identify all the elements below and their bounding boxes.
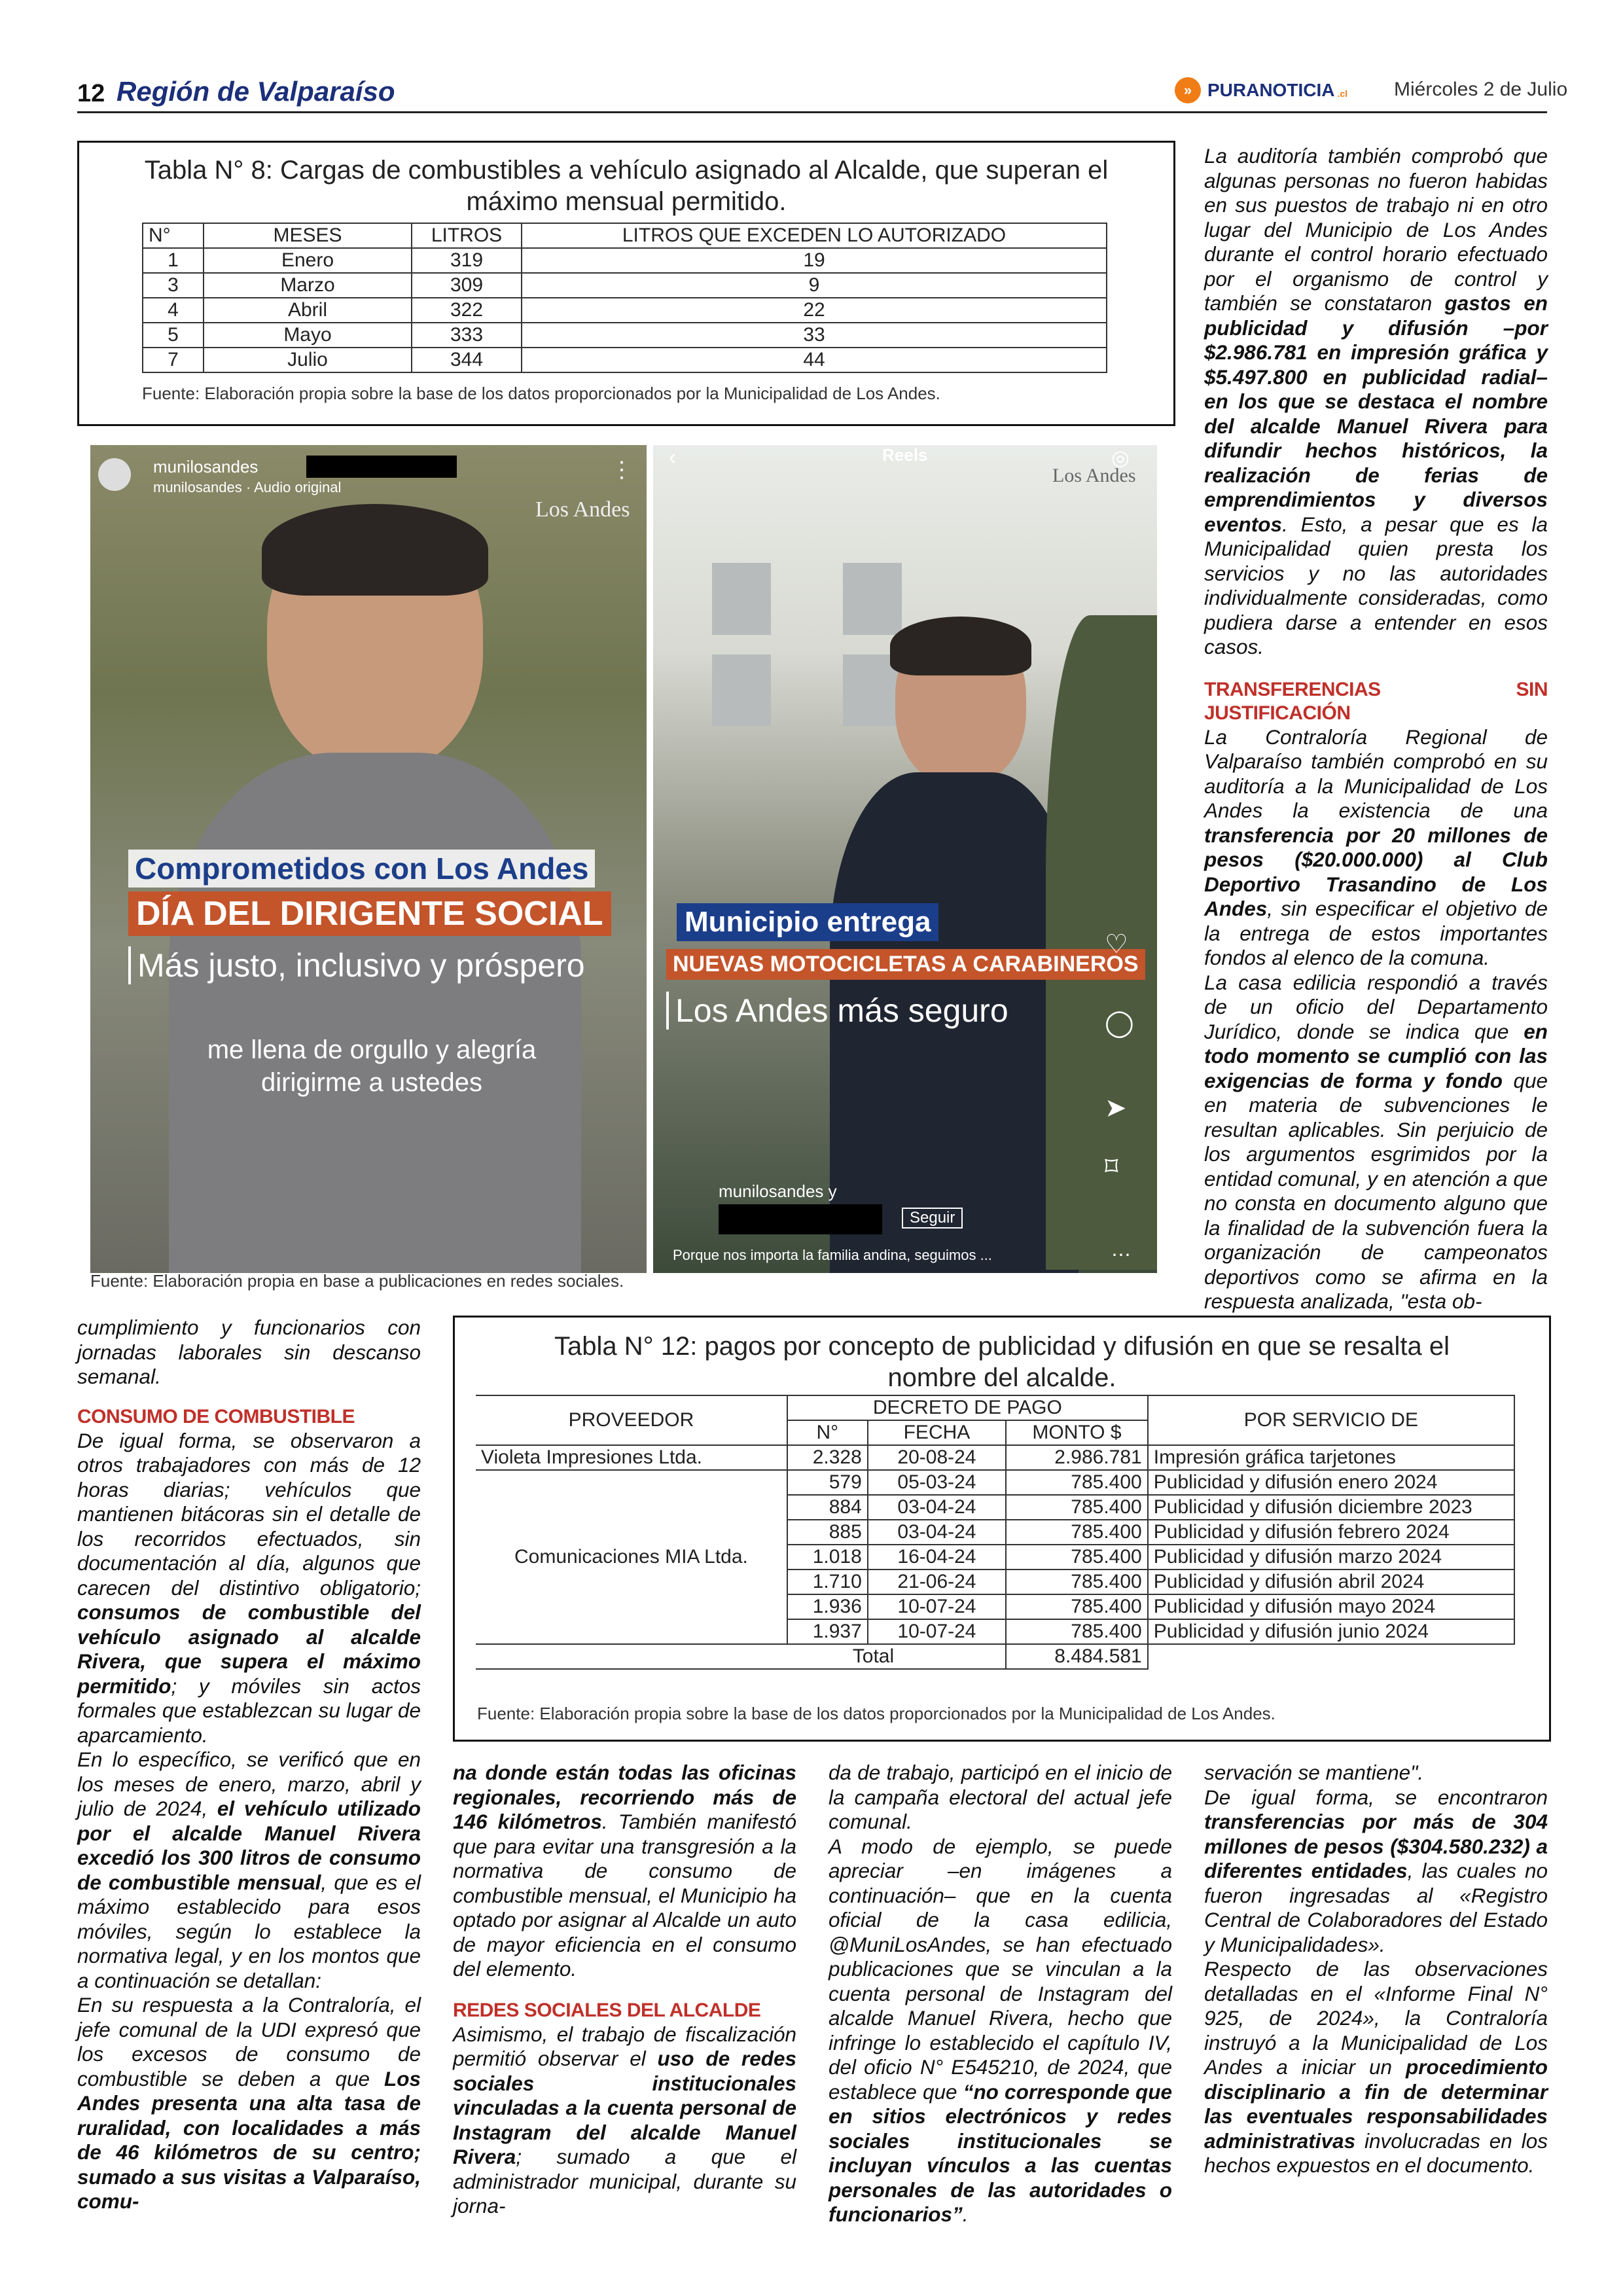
text: La Contraloría Regional de Valparaíso también comprobó en su auditoría a la Municipalidad de Los Andes la existencia de una [1204,725,1548,822]
cell: 7 [143,348,204,372]
text: . [962,2202,969,2226]
paragraph [1204,1785,1548,1958]
cell: 785.400 [1006,1520,1148,1545]
th-date: FECHA [868,1420,1006,1445]
instagram-post-left [90,445,647,1273]
th-liters: LITROS [412,223,522,248]
text-bold: transferencias por más de 304 millones de pesos ($304.580.232) a diferentes entidades [1204,1810,1548,1882]
cell: 785.400 [1006,1594,1148,1619]
cell: 1.937 [787,1619,868,1644]
subheading-social: REDES SOCIALES DEL ALCALDE [453,1999,761,2021]
municipal-logo: Los Andes [1052,465,1136,486]
table-8-source: Fuente: Elaboración propia sobre la base de los datos proporcionados por la Municipalidad de Los Andes. [142,384,940,403]
building-window [712,655,771,726]
table-row [143,348,1107,372]
cell: Publicidad y difusión febrero 2024 [1148,1520,1514,1545]
person-hair [890,617,1031,675]
paragraph [77,1993,421,2214]
post-caption: Porque nos importa la familia andina, seguimos ... [673,1247,992,1263]
cell: Impresión gráfica tarjetones [1148,1445,1514,1470]
table-total-row [476,1644,1514,1669]
post-audio: munilosandes · Audio original [153,479,342,495]
table-8-title-2: máximo mensual permitido. [466,187,787,216]
reels-label: Reels [882,445,928,465]
paragraph [1204,144,1548,660]
overlay-line-3: Más justo, inclusivo y próspero [128,946,585,984]
paragraph: cumplimiento y funcionarios con jornadas laborales sin descanso semanal. [77,1316,421,1388]
column-right-top [1204,144,1548,1314]
redaction-bar [306,456,457,478]
text: En lo específico, se verificó que en los meses de enero, marzo, abril y julio de 2024, [77,1748,421,1820]
overlay-line-2: DÍA DEL DIRIGENTE SOCIAL [128,891,611,936]
overlay-line-3: Los Andes más seguro [666,992,1008,1030]
text: involucradas en los hechos expuestos en el documento. [1204,2128,1548,2177]
issue-date: Miércoles 2 de Julio [1394,79,1568,100]
table-8-box [77,141,1175,426]
cell: 05-03-24 [868,1470,1006,1495]
table-12-source: Fuente: Elaboración propia sobre la base de los datos proporcionados por la Municipalidad de Los Andes. [477,1704,1275,1723]
cell: 309 [412,273,522,298]
text: Respecto de las observaciones detalladas en el «Informe Final N° 925, de 2024», la Contraloría instruyó a la Municipalidad de Los Andes a iniciar un [1204,1957,1548,2079]
paragraph [1204,1957,1548,2178]
subheading-transfers: TRANSFERENCIAS SIN JUSTIFICACIÓN [1204,678,1548,724]
overlay-line-1: Comprometidos con Los Andes [128,850,595,888]
cell: 33 [522,323,1107,348]
th-amount: MONTO $ [1006,1420,1148,1445]
cell: 319 [412,248,522,273]
back-icon[interactable]: ‹ [669,445,677,470]
paragraph [1204,971,1548,1314]
text-bold: consumos de combustible del vehículo asignado al alcalde Rivera, que supera el máximo permitido [77,1600,421,1698]
cell: 3 [143,273,204,298]
cell: Marzo [204,273,412,298]
brand-arrow-icon: » [1175,77,1201,103]
brand-suffix: .cl [1337,88,1348,99]
cell: 44 [522,348,1107,372]
cell: Abril [204,298,412,323]
cell: 785.400 [1006,1619,1148,1644]
text: En su respuesta a la Contraloría, el jefe comunal de la UDI expresó que los excesos de consumo de combustible se deben a que [77,1993,421,2090]
th-months: MESES [204,223,412,248]
cell: 03-04-24 [868,1520,1006,1545]
cell: Publicidad y difusión mayo 2024 [1148,1594,1514,1619]
text-bold: el vehículo utilizado por el alcalde Manuel Rivera excedió los 300 litros de consumo de combustible mensual [77,1797,421,1894]
cell: 785.400 [1006,1470,1148,1495]
share-icon[interactable]: ➤ [1105,1094,1127,1122]
th-excess: LITROS QUE EXCEDEN LO AUTORIZADO [522,223,1107,248]
person-hair [262,504,488,596]
text: . También manifestó que para evitar una transgresión a la normativa de consumo de combustible mensual, el Municipio ha optado por asignar al Alcalde un auto de mayor eficiencia en el consumo del elemento. [453,1810,796,1981]
subheading-fuel: CONSUMO DE COMBUSTIBLE [77,1405,355,1427]
paragraph: da de trabajo, participó en el inicio de la campaña electoral del actual jefe comunal. [829,1761,1172,1833]
table-row [143,323,1107,348]
text: , que es el máximo establecido para esos móviles, según lo establece la normativa legal, y en los montos que a continuación se detallan: [77,1870,421,1992]
cell: Violeta Impresiones Ltda. [476,1445,787,1470]
comment-icon[interactable]: ◯ [1105,1009,1134,1037]
th-service: POR SERVICIO DE [1148,1395,1514,1445]
brand-logo [1175,77,1347,103]
post-user: munilosandes y [719,1181,837,1201]
text: De igual forma, se observaron a otros trabajadores con más de 12 horas diarias; vehículos que mantienen bitácoras sin el detalle de los recorridos efectuados, sin documentación al día, algunos que carecen del distintivo obligatorio; [77,1428,421,1600]
cell: 579 [787,1470,868,1495]
text-bold: uso de redes sociales institucionales vinculadas a la cuenta personal de Instagram del alcalde Manuel Rivera [453,2047,796,2168]
paragraph [1204,725,1548,971]
cell: Publicidad y difusión marzo 2024 [1148,1545,1514,1570]
more-icon[interactable]: ⋯ [1111,1244,1131,1266]
text-bold: gastos en publicidad y difusión –por $2.986.781 en impresión gráfica y $5.497.800 en publicidad radial– en los que se destaca el nombre del alcalde Manuel Rivera para difundir hechos históricos, la realización de ferias de emprendimientos y diversos eventos [1204,291,1548,536]
text-bold: na donde están todas las oficinas regionales, recorriendo más de 146 kilómetros [453,1761,796,1833]
avatar [98,458,131,491]
text-bold: transferencia por 20 millones de pesos ($20.000.000) al Club Deportivo Trasandino de Los Andes [1204,823,1548,920]
cell: 10-07-24 [868,1594,1006,1619]
cell: 10-07-24 [868,1619,1006,1644]
caption-line-1: me llena de orgullo y alegría [207,1035,537,1064]
cell: 884 [787,1495,868,1520]
text: Asimismo, el trabajo de fiscalización permitió observar el [453,2022,796,2070]
table-12-title-1: Tabla N° 12: pagos por concepto de publicidad y difusión en que se resalta el [554,1332,1450,1361]
paragraph [77,1748,421,1993]
text-bold: “no corresponde que en sitios electrónicos y redes sociales institucionales se incluyan vínculos a las cuentas personales de las autoridades o funcionarios” [829,2079,1172,2226]
overlay-line-2: NUEVAS MOTOCICLETAS A CARABINEROS [666,949,1145,980]
heart-icon[interactable]: ♡ [1105,930,1128,959]
cell: 333 [412,323,522,348]
cell: 20-08-24 [868,1445,1006,1470]
cell: 885 [787,1520,868,1545]
th-provider: PROVEEDOR [476,1395,787,1445]
text: ; sumado a que el administrador municipal, durante su jorna- [453,2145,796,2217]
cell: 19 [522,248,1107,273]
person-body [169,753,581,1273]
photo-source: Fuente: Elaboración propia en base a publicaciones en redes sociales. [90,1271,624,1291]
paragraph [453,2022,796,2219]
cell: 785.400 [1006,1545,1148,1570]
cell: 344 [412,348,522,372]
paragraph [829,1835,1172,2227]
cell: Enero [204,248,412,273]
text-bold: procedimiento disciplinario a fin de determinar las eventuales responsabilidades administrativas [1204,2055,1548,2153]
table-row [476,1445,1514,1470]
cell: 1.936 [787,1594,868,1619]
header-rule [77,111,1547,113]
table-row [143,248,1107,273]
table-row [143,298,1107,323]
column-1 [77,1316,421,2214]
redaction-bar [719,1204,882,1234]
total-value: 8.484.581 [1006,1644,1148,1669]
cell: Mayo [204,323,412,348]
cell: 21-06-24 [868,1570,1006,1594]
paragraph [453,1761,796,1982]
cell: Publicidad y difusión enero 2024 [1148,1470,1514,1495]
municipal-logo: Los Andes [535,497,630,522]
text: , las cuales no fueron ingresadas al «Registro Central de Colaboradores del Estado y Municipalidades». [1204,1859,1548,1956]
paragraph [77,1429,421,1748]
empty-cell [1148,1644,1514,1669]
cell: 4 [143,298,204,323]
text-bold: Los Andes presenta una alta tasa de ruralidad, con localidades a más de 46 kilómetros de su centro; sumado a sus visitas a Valparaíso, comu- [77,2066,421,2213]
building-window [712,563,771,635]
cell: Publicidad y difusión abril 2024 [1148,1570,1514,1594]
cell: 1 [143,248,204,273]
column-2 [453,1761,796,2219]
text: De igual forma, se encontraron [1204,1785,1548,1809]
th-number: N° [787,1420,868,1445]
cell: 1.710 [787,1570,868,1594]
text: que en materia de subvenciones le resultan aplicables. Sin perjuicio de los argumentos esgrimidos por la entidad comunal, y en atención a que no consta en documento alguno que la finalidad de la subvención fuera la organización de campeonatos deportivos como se afirma en la respuesta analizada, "esta ob- [1204,1068,1548,1313]
paragraph: servación se mantiene". [1204,1761,1424,1784]
text-bold: en todo momento se cumplió con las exigencias de forma y fondo [1204,1019,1548,1092]
cell: 785.400 [1006,1570,1148,1594]
table-row [476,1470,1514,1495]
section-title: Región de Valparaíso [116,76,395,107]
table-header-row [476,1395,1514,1420]
overlay-line-1: Municipio entrega [677,903,938,941]
caption-line-2: dirigirme a ustedes [261,1068,482,1097]
instagram-post-right [653,445,1157,1273]
post-user: munilosandes [153,457,259,476]
bookmark-icon[interactable]: ⌑ [1105,1153,1118,1181]
table-8-title-1: Tabla N° 8: Cargas de combustibles a vehículo asignado al Alcalde, que superan el [144,156,1109,185]
cell: Julio [204,348,412,372]
table-12 [476,1395,1515,1670]
text: La auditoría también comprobó que algunas personas no fueron habidas en sus puestos de trabajo ni en otro lugar del Municipio de Los Andes durante el control horario efectuado por el organismo de control y también se constataron [1204,144,1548,315]
th-number: N° [143,223,204,248]
cell: 9 [522,273,1107,298]
camera-icon[interactable]: ◎ [1111,446,1130,469]
cell: 16-04-24 [868,1545,1006,1570]
cell: Comunicaciones MIA Ltda. [476,1470,787,1644]
cell: 22 [522,298,1107,323]
cell: Publicidad y difusión junio 2024 [1148,1619,1514,1644]
table-row [143,273,1107,298]
th-decree: DECRETO DE PAGO [787,1395,1148,1420]
text: ; y móviles sin actos formales que establezcan su lugar de aparcamiento. [77,1674,421,1747]
cell: 322 [412,298,522,323]
more-icon[interactable]: ⋮ [611,457,633,482]
building-window [843,563,902,635]
brand-name: PURANOTICIA [1207,80,1335,100]
cell: 785.400 [1006,1495,1148,1520]
page-number: 12 [77,80,105,107]
table-12-title-2: nombre del alcalde. [887,1363,1116,1392]
table-8 [142,223,1107,373]
table-header-row [143,223,1107,248]
officer-body [1046,615,1157,1270]
text: La casa edilicia respondió a través de un oficio del Departamento Jurídico, donde se indica que [1204,970,1548,1043]
cell: 5 [143,323,204,348]
text: , sin especificar el objetivo de la entrega de estos importantes fondos al elenco de la comuna. [1204,897,1548,969]
cell: Publicidad y difusión diciembre 2023 [1148,1495,1514,1520]
total-label: Total [476,1644,1006,1669]
cell: 2.986.781 [1006,1445,1148,1470]
cell: 2.328 [787,1445,868,1470]
column-3 [829,1761,1172,2227]
text: A modo de ejemplo, se puede apreciar –en imágenes a continuación– que en la cuenta oficial de la casa edilicia, @MuniLosAndes, se han efectuado publicaciones que se vinculan a la cuenta personal de Instagram del alcalde Manuel Rivera, hecho que infringe lo establecido el capítulo IV, del oficio N° E545210, de 2024, que establece que [829,1834,1172,2104]
text: . Esto, a pesar que es la Municipalidad quien presta los servicios y no las autoridades individualmente consideradas, como pudiera darse a entender en esos casos. [1204,512,1548,658]
cell: 03-04-24 [868,1495,1006,1520]
table-12-box [453,1316,1551,1742]
follow-button[interactable]: Seguir [902,1208,963,1229]
cell: 1.018 [787,1545,868,1570]
column-4 [1204,1761,1548,2178]
